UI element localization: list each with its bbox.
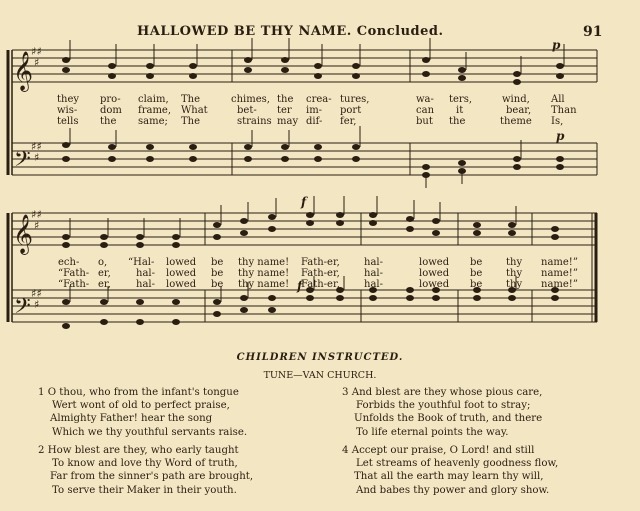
- syllable: lowed: [166, 268, 197, 279]
- lyrics-system-2: [0, 257, 640, 290]
- verse-line: Almighty Father! hear the song: [50, 413, 213, 425]
- verse-4: [342, 444, 558, 497]
- lyric-line: [0, 116, 640, 127]
- syllable: wa-: [416, 94, 434, 105]
- syllable: the: [449, 116, 466, 127]
- verse-line: 1 O thou, who from the infant's tongue: [38, 387, 239, 398]
- lyric-line: [0, 94, 640, 105]
- syllable: be: [470, 257, 483, 268]
- page-title: HALLOWED BE THY NAME. Concluded.: [137, 24, 444, 39]
- dynamic-mark: p: [552, 38, 561, 52]
- verse-line: To know and love thy Word of truth,: [52, 458, 238, 470]
- syllable: lowed: [166, 257, 197, 268]
- verse-line: To serve their Maker in their youth.: [52, 484, 237, 496]
- verse-line: That all the earth may learn thy will,: [354, 471, 544, 483]
- syllable: All: [551, 94, 565, 105]
- syllable: hal-: [364, 268, 383, 279]
- dynamic-mark: f: [301, 195, 307, 209]
- verse-line: 4 Accept our praise, O Lord! and still: [342, 445, 535, 456]
- syllable: name!”: [541, 268, 578, 279]
- syllable: lowed: [166, 279, 197, 290]
- dynamic-mark: f: [297, 279, 303, 293]
- syllable: crea-: [306, 94, 332, 105]
- syllable: tures,: [340, 94, 370, 105]
- staff-treble-2: [12, 213, 597, 245]
- lyric-line: [0, 279, 640, 290]
- syllable: Fath-er,: [301, 279, 340, 290]
- syllable: ech-: [58, 257, 80, 268]
- staff-treble-1: [12, 50, 597, 82]
- syllable: o,: [98, 257, 108, 268]
- staff-bass-2: [12, 290, 597, 322]
- syllable: thy: [506, 257, 523, 268]
- syllable: lowed: [419, 257, 450, 268]
- bass-clef-icon: 𝄢: [14, 294, 31, 324]
- verse-line: Unfolds the Book of truth, and there: [354, 413, 543, 425]
- syllable: “Fath-: [58, 279, 90, 290]
- syllable: lowed: [419, 268, 450, 279]
- syllable: ters,: [449, 94, 473, 105]
- syllable: be: [211, 268, 224, 279]
- verse-2: [38, 444, 253, 497]
- syllable: be: [470, 268, 483, 279]
- syllable: im-: [306, 105, 323, 116]
- syllable: dom: [100, 105, 122, 116]
- syllable: strains: [237, 116, 272, 127]
- syllable: The: [181, 94, 201, 105]
- svg-text:♯♯: ♯♯: [31, 287, 42, 300]
- syllable: frame,: [138, 105, 172, 116]
- syllable: Fath-er,: [301, 268, 340, 279]
- syllable: they: [57, 94, 80, 105]
- verse-line: 2 How blest are they, who early taught: [38, 445, 239, 456]
- lyrics-system-1: [0, 94, 640, 127]
- verse-line: 3 And blest are they whose pious care,: [342, 387, 543, 398]
- svg-text:♯♯: ♯♯: [31, 208, 42, 221]
- syllable: it: [456, 105, 464, 116]
- svg-text:♯: ♯: [34, 151, 40, 164]
- syllable: hal-: [136, 279, 155, 290]
- syllable: thy: [506, 279, 523, 290]
- syllable: wind,: [502, 94, 530, 105]
- syllable: can: [416, 105, 435, 116]
- verse-line: Wert wont of old to perfect praise,: [52, 400, 230, 412]
- syllable: lowed: [419, 279, 450, 290]
- syllable: thy name!: [238, 257, 290, 268]
- syllable: the: [100, 116, 117, 127]
- syllable: claim,: [138, 94, 169, 105]
- svg-text:♯: ♯: [34, 219, 40, 232]
- verse-line: Let streams of heavenly goodness flow,: [356, 458, 559, 470]
- syllable: be: [211, 279, 224, 290]
- verse-3: [342, 386, 542, 439]
- verse-line: Forbids the youthful foot to stray;: [356, 400, 531, 412]
- syllable: “Hal-: [128, 257, 155, 268]
- svg-text:♯: ♯: [34, 298, 40, 311]
- svg-text:♯: ♯: [34, 56, 40, 69]
- bass-clef-icon: 𝄢: [14, 147, 31, 177]
- syllable: may: [277, 116, 299, 127]
- syllable: pro-: [100, 94, 121, 105]
- syllable: hal-: [364, 257, 383, 268]
- verse-line: And babes thy power and glory show.: [356, 484, 550, 496]
- syllable: Than: [551, 105, 577, 116]
- syllable: er,: [98, 279, 111, 290]
- lyric-line: [0, 257, 640, 268]
- tune-name: TUNE—VAN CHURCH.: [263, 370, 377, 381]
- syllable: What: [181, 105, 208, 116]
- staff-bass-1: [12, 143, 597, 175]
- syllable: bet-: [237, 105, 257, 116]
- syllable: thy name!: [238, 279, 290, 290]
- syllable: fer,: [340, 116, 357, 127]
- syllable: Fath-er,: [301, 257, 340, 268]
- syllable: The: [181, 116, 201, 127]
- treble-clef-icon: 𝄞: [13, 214, 34, 254]
- syllable: thy name!: [238, 268, 290, 279]
- verse-line: Far from the sinner's path are brought,: [50, 471, 254, 483]
- syllable: same;: [138, 116, 168, 127]
- syllable: wis-: [57, 105, 78, 116]
- hymn-title: CHILDREN INSTRUCTED.: [236, 352, 404, 363]
- syllable: tells: [57, 116, 79, 127]
- syllable: hal-: [364, 279, 383, 290]
- syllable: be: [211, 257, 224, 268]
- treble-clef-icon: 𝄞: [13, 51, 34, 91]
- syllable: the: [277, 94, 294, 105]
- svg-text:♯♯: ♯♯: [31, 140, 42, 153]
- syllable: bear,: [506, 105, 532, 116]
- syllable: Is,: [551, 116, 564, 127]
- verse-1: [38, 386, 247, 439]
- verse-line: To life eternal points the way.: [356, 426, 509, 438]
- lyric-line: [0, 105, 640, 116]
- syllable: be: [470, 279, 483, 290]
- syllable: hal-: [136, 268, 155, 279]
- dynamic-mark: p: [556, 129, 565, 143]
- syllable: port: [340, 105, 362, 116]
- syllable: name!”: [541, 257, 578, 268]
- key-signature-sharps: ♯♯: [31, 45, 42, 58]
- syllable: chimes,: [231, 94, 270, 105]
- lyric-line: [0, 268, 640, 279]
- syllable: name!”: [541, 279, 578, 290]
- syllable: dif-: [306, 116, 323, 127]
- syllable: ter: [277, 105, 292, 116]
- syllable: er,: [98, 268, 111, 279]
- page-number: 91: [583, 24, 603, 40]
- syllable: theme: [500, 116, 532, 127]
- verse-line: Which we thy youthful servants raise.: [52, 426, 248, 438]
- syllable: thy: [506, 268, 523, 279]
- syllable: but: [416, 116, 433, 127]
- syllable: “Fath-: [58, 268, 90, 279]
